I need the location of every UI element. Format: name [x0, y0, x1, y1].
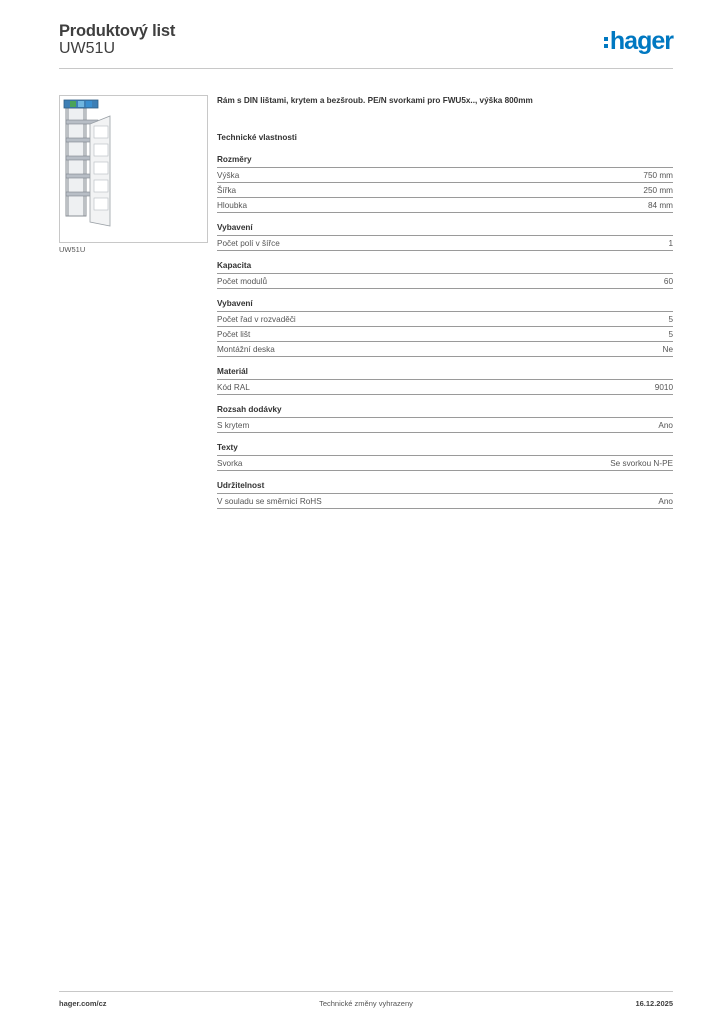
- spec-value: 1: [668, 239, 673, 248]
- footer-website[interactable]: hager.com/cz: [59, 999, 107, 1008]
- spec-value: Se svorkou N-PE: [610, 459, 673, 468]
- spec-section-title: Materiál: [217, 366, 673, 380]
- spec-section-title: Texty: [217, 442, 673, 456]
- image-caption: UW51U: [59, 245, 86, 254]
- spec-row: [217, 494, 673, 509]
- spec-section: [217, 480, 673, 509]
- specs-title: Technické vlastnosti: [217, 133, 297, 142]
- spec-value: Ano: [658, 497, 673, 506]
- document-title: Produktový list: [59, 22, 176, 40]
- logo-text: hager: [609, 27, 673, 55]
- spec-value: 5: [668, 330, 673, 339]
- spec-section: [217, 298, 673, 357]
- spec-label: Počet řad v rozvaděči: [217, 315, 296, 324]
- spec-label: Kód RAL: [217, 383, 250, 392]
- frame-illustration: [60, 96, 207, 242]
- spec-label: Počet lišt: [217, 330, 251, 339]
- logo-dots-icon: [604, 37, 608, 48]
- spec-section-title: Vybavení: [217, 222, 673, 236]
- spec-section: [217, 366, 673, 395]
- spec-value: Ano: [658, 421, 673, 430]
- spec-row: [217, 168, 673, 183]
- spec-row: [217, 418, 673, 433]
- spec-sections: [217, 154, 673, 509]
- spec-row: [217, 236, 673, 251]
- spec-section-title: Vybavení: [217, 298, 673, 312]
- spec-label: Počet polí v šířce: [217, 239, 280, 248]
- spec-value: Ne: [662, 345, 673, 354]
- spec-row: [217, 327, 673, 342]
- hager-logo: [604, 27, 673, 55]
- spec-section-title: Udržitelnost: [217, 480, 673, 494]
- spec-row: [217, 342, 673, 357]
- spec-section-title: Rozměry: [217, 154, 673, 168]
- spec-label: Počet modulů: [217, 277, 268, 286]
- main-content: [217, 95, 673, 518]
- spec-value: 750 mm: [643, 171, 673, 180]
- spec-value: 9010: [654, 383, 673, 392]
- spec-label: Montážní deska: [217, 345, 275, 354]
- spec-section: [217, 154, 673, 213]
- footer-date: 16.12.2025: [635, 999, 673, 1008]
- spec-label: Svorka: [217, 459, 243, 468]
- spec-row: [217, 456, 673, 471]
- spec-row: [217, 312, 673, 327]
- spec-label: Výška: [217, 171, 240, 180]
- spec-label: V souladu se směrnicí RoHS: [217, 497, 322, 506]
- product-code: UW51U: [59, 40, 116, 57]
- spec-section: [217, 404, 673, 433]
- spec-row: [217, 198, 673, 213]
- spec-value: 84 mm: [647, 201, 673, 210]
- spec-row: [217, 380, 673, 395]
- footer-notice: Technické změny vyhrazeny: [319, 999, 413, 1008]
- spec-section-title: Kapacita: [217, 260, 673, 274]
- page-footer: [59, 991, 673, 1011]
- spec-value: 60: [663, 277, 673, 286]
- spec-section: [217, 442, 673, 471]
- spec-section-title: Rozsah dodávky: [217, 404, 673, 418]
- product-image: [59, 95, 208, 243]
- spec-section: [217, 260, 673, 289]
- spec-value: 250 mm: [643, 186, 673, 195]
- spec-label: S krytem: [217, 421, 250, 430]
- spec-value: 5: [668, 315, 673, 324]
- spec-label: Hloubka: [217, 201, 248, 210]
- spec-row: [217, 274, 673, 289]
- spec-section: [217, 222, 673, 251]
- product-description: Rám s DIN lištami, krytem a bezšroub. PE/N svorkami pro FWU5x.., výška 800mm: [217, 96, 533, 105]
- spec-label: Šířka: [217, 186, 237, 195]
- spec-row: [217, 183, 673, 198]
- page-header: [59, 20, 673, 69]
